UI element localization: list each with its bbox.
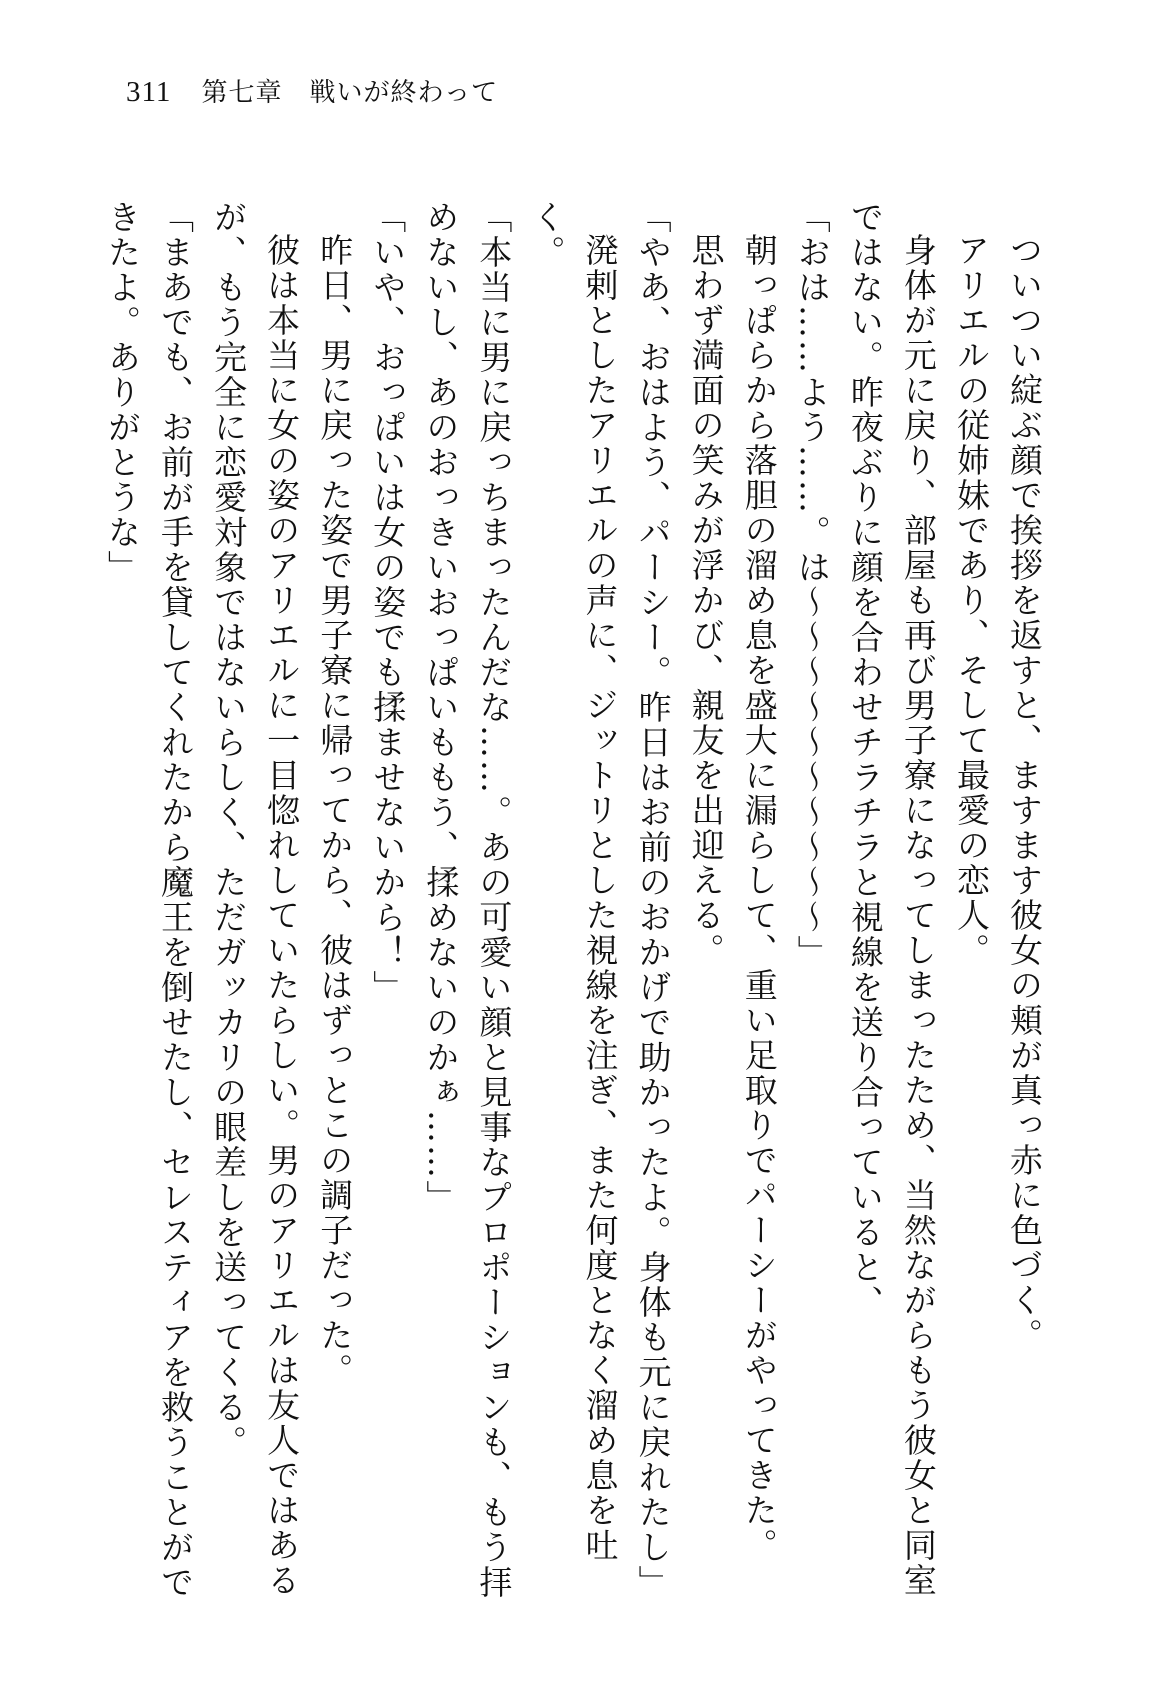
paragraph-3: 身体が元に戻り、部屋も再び男子寮になってしまったため、当然ながらもう彼女と同室ではない。昨夜ぶりに顔を合わせチラチラと視線を送り合っていると、 <box>845 200 938 1598</box>
chapter-title: 第七章 戦いが終わって <box>201 78 499 108</box>
body-text <box>101 200 1051 1620</box>
paragraph-2: アリエルの従姉妹であり、そして最愛の恋人。 <box>951 233 991 968</box>
page-number: 311 <box>126 76 172 108</box>
dialogue-line: 「いや、おっぱいは女の姿でも揉ませないから！」 <box>368 200 408 1005</box>
paragraph-6: 思わず満面の笑みが浮かび、親友を出迎える。 <box>686 233 726 968</box>
dialogue-line: 「やあ、おはよう、パーシー。昨日はお前のおかげで助かったよ。身体も元に戻れたし」 <box>633 200 673 1600</box>
dialogue-line: 「本当に男に戻っちまったんだな……。あの可愛い顔と見事なプロポーションも、もう拝めないし、あのおっきいおっぱいももう、揉めないのかぁ……」 <box>421 200 514 1600</box>
running-header <box>126 72 498 116</box>
paragraph-1: ついつい綻ぶ顔で挨拶を返すと、ますます彼女の頬が真っ赤に色づく。 <box>1005 233 1044 1353</box>
dialogue-line: 「まあでも、お前が手を貸してくれたから魔王を倒せたし、セレスティアを救うことができたよ。ありがとうな」 <box>102 200 195 1600</box>
dialogue-line: 「おは……よう……。は〜〜〜〜〜〜〜〜〜〜」 <box>792 200 832 970</box>
paragraph-8: 溌剌としたアリエルの声に、ジットリとした視線を注ぎ、また何度となく溜め息を吐く。 <box>527 200 620 1563</box>
paragraph-12: 彼は本当に女の姿のアリエルに一目惚れしていたらしい。男のアリエルは友人ではあるが、もう完全に恋愛対象ではないらしく、ただガッカリの眼差しを送ってくる。 <box>209 200 302 1598</box>
paragraph-11: 昨日、男に戻った姿で男子寮に帰ってから、彼はずっとこの調子だった。 <box>315 233 355 1388</box>
paragraph-5: 朝っぱらから落胆の溜め息を盛大に漏らして、重い足取りでパーシーがやってきた。 <box>739 233 779 1563</box>
